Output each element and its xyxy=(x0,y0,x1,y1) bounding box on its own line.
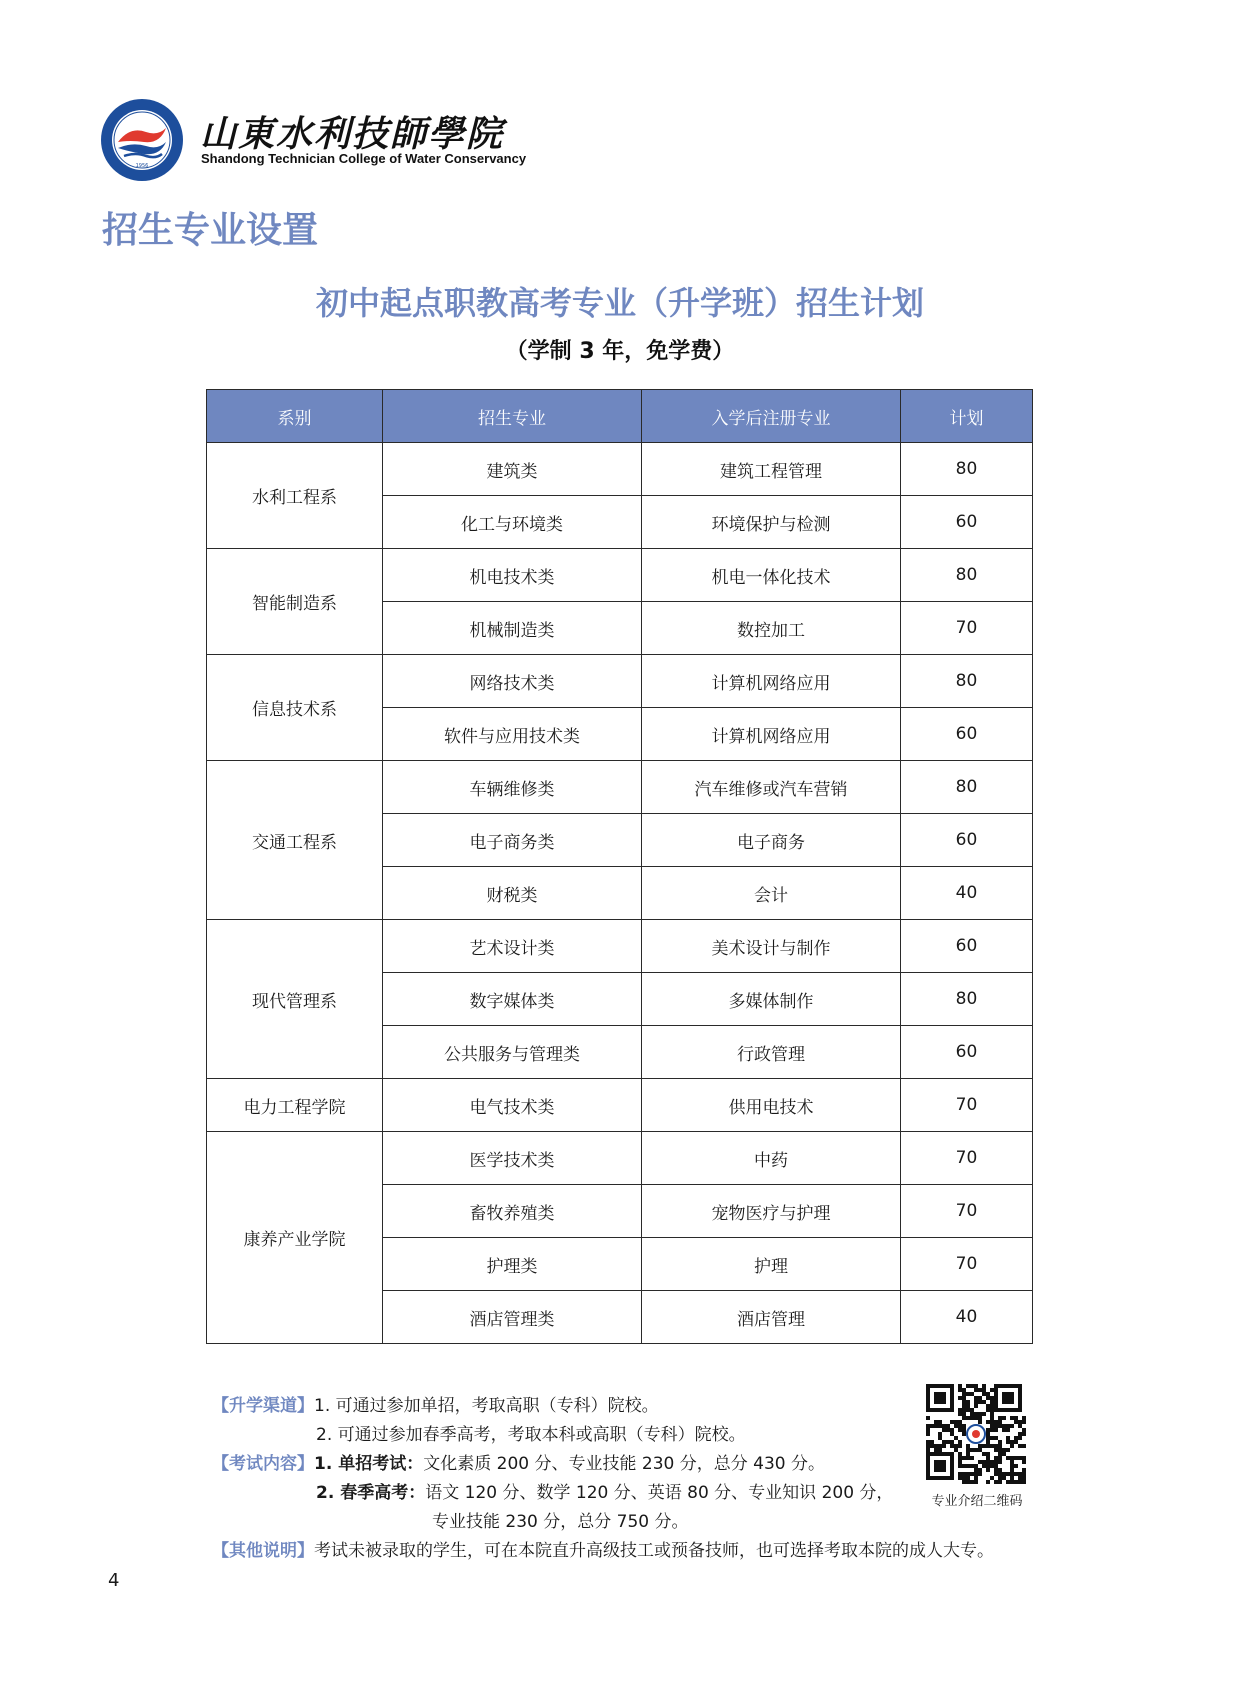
plan-cell: 80 xyxy=(901,549,1033,602)
note-text: 语文 120 分、数学 120 分、英语 80 分、专业知识 200 分， xyxy=(425,1483,894,1503)
table-row xyxy=(207,549,1033,602)
major-cell: 机电技术类 xyxy=(383,549,642,602)
department-cell: 信息技术系 xyxy=(207,655,383,761)
table-row xyxy=(207,1132,1033,1185)
table-body xyxy=(207,443,1033,1344)
note-text: 考试未被录取的学生，可在本院直升高级技工或预备技师，也可选择考取本院的成人大专。 xyxy=(314,1541,994,1561)
plan-cell: 80 xyxy=(901,655,1033,708)
college-name-en: Shandong Technician College of Water Conservancy xyxy=(201,151,527,166)
page-subtitle: （学制 3 年，免学费） xyxy=(505,339,735,364)
department-cell: 水利工程系 xyxy=(207,443,383,549)
registered-major-cell: 环境保护与检测 xyxy=(642,496,901,549)
major-cell: 网络技术类 xyxy=(383,655,642,708)
note-tag-channel: 【升学渠道】 xyxy=(212,1396,314,1416)
table-row xyxy=(207,761,1033,814)
registered-major-cell: 数控加工 xyxy=(642,602,901,655)
note-label: 1. 单招考试： xyxy=(314,1454,424,1474)
registered-major-cell: 酒店管理 xyxy=(642,1291,901,1344)
department-cell: 康养产业学院 xyxy=(207,1132,383,1344)
registered-major-cell: 电子商务 xyxy=(642,814,901,867)
registered-major-cell: 会计 xyxy=(642,867,901,920)
major-cell: 建筑类 xyxy=(383,443,642,496)
note-exam-2-cont xyxy=(212,1508,942,1537)
plan-cell: 40 xyxy=(901,867,1033,920)
note-channel-2 xyxy=(212,1421,942,1450)
department-cell: 现代管理系 xyxy=(207,920,383,1079)
registered-major-cell: 宠物医疗与护理 xyxy=(642,1185,901,1238)
plan-cell: 70 xyxy=(901,1132,1033,1185)
major-cell: 车辆维修类 xyxy=(383,761,642,814)
plan-cell: 60 xyxy=(901,496,1033,549)
major-cell: 财税类 xyxy=(383,867,642,920)
column-header-department: 系别 xyxy=(207,390,383,443)
note-tag-other: 【其他说明】 xyxy=(212,1541,314,1561)
plan-cell: 70 xyxy=(901,602,1033,655)
college-logo xyxy=(100,96,560,184)
major-cell: 酒店管理类 xyxy=(383,1291,642,1344)
major-cell: 机械制造类 xyxy=(383,602,642,655)
note-text: 文化素质 200 分、专业技能 230 分，总分 430 分。 xyxy=(423,1454,825,1474)
plan-cell: 60 xyxy=(901,1026,1033,1079)
registered-major-cell: 计算机网络应用 xyxy=(642,708,901,761)
plan-cell: 70 xyxy=(901,1185,1033,1238)
major-cell: 化工与环境类 xyxy=(383,496,642,549)
qr-caption: 专业介绍二维码 xyxy=(931,1494,1023,1509)
registered-major-cell: 供用电技术 xyxy=(642,1079,901,1132)
enrollment-plan-table xyxy=(206,389,1033,1344)
registered-major-cell: 护理 xyxy=(642,1238,901,1291)
note-text: 2. 可通过参加春季高考，考取本科或高职（专科）院校。 xyxy=(316,1425,746,1445)
table-row xyxy=(207,920,1033,973)
table-row xyxy=(207,1079,1033,1132)
department-cell: 电力工程学院 xyxy=(207,1079,383,1132)
note-exam-1 xyxy=(212,1450,942,1479)
plan-cell: 80 xyxy=(901,761,1033,814)
table-row xyxy=(207,655,1033,708)
note-text: 专业技能 230 分，总分 750 分。 xyxy=(432,1512,689,1532)
major-cell: 软件与应用技术类 xyxy=(383,708,642,761)
plan-cell: 60 xyxy=(901,920,1033,973)
note-tag-exam: 【考试内容】 xyxy=(212,1454,314,1474)
plan-cell: 60 xyxy=(901,708,1033,761)
note-channel-1 xyxy=(212,1392,942,1421)
page-title: 初中起点职教高考专业（升学班）招生计划 xyxy=(315,284,924,322)
registered-major-cell: 建筑工程管理 xyxy=(642,443,901,496)
note-exam-2 xyxy=(212,1479,942,1508)
registered-major-cell: 计算机网络应用 xyxy=(642,655,901,708)
registered-major-cell: 美术设计与制作 xyxy=(642,920,901,973)
seal-year: 1956 xyxy=(135,163,149,169)
table-row xyxy=(207,443,1033,496)
college-seal-icon xyxy=(100,98,184,182)
college-name-cn: 山東水利技師學院 xyxy=(200,113,505,155)
column-header-registered-major: 入学后注册专业 xyxy=(642,390,901,443)
registered-major-cell: 机电一体化技术 xyxy=(642,549,901,602)
major-cell: 电气技术类 xyxy=(383,1079,642,1132)
registered-major-cell: 多媒体制作 xyxy=(642,973,901,1026)
qr-code-icon[interactable] xyxy=(926,1384,1026,1484)
major-cell: 医学技术类 xyxy=(383,1132,642,1185)
registered-major-cell: 行政管理 xyxy=(642,1026,901,1079)
column-header-major: 招生专业 xyxy=(383,390,642,443)
registered-major-cell: 中药 xyxy=(642,1132,901,1185)
major-cell: 艺术设计类 xyxy=(383,920,642,973)
note-other xyxy=(212,1537,994,1566)
plan-cell: 80 xyxy=(901,973,1033,1026)
section-title: 招生专业设置 xyxy=(102,210,319,251)
registered-major-cell: 汽车维修或汽车营销 xyxy=(642,761,901,814)
plan-cell: 60 xyxy=(901,814,1033,867)
note-text: 1. 可通过参加单招，考取高职（专科）院校。 xyxy=(314,1396,659,1416)
table-header-row xyxy=(207,390,1033,443)
page-number: 4 xyxy=(108,1570,120,1591)
column-header-plan: 计划 xyxy=(901,390,1033,443)
major-cell: 公共服务与管理类 xyxy=(383,1026,642,1079)
plan-cell: 70 xyxy=(901,1238,1033,1291)
note-label: 2. 春季高考： xyxy=(316,1483,426,1503)
plan-cell: 40 xyxy=(901,1291,1033,1344)
plan-cell: 80 xyxy=(901,443,1033,496)
major-cell: 护理类 xyxy=(383,1238,642,1291)
plan-cell: 70 xyxy=(901,1079,1033,1132)
qr-block xyxy=(924,1384,1030,1509)
department-cell: 交通工程系 xyxy=(207,761,383,920)
major-cell: 数字媒体类 xyxy=(383,973,642,1026)
department-cell: 智能制造系 xyxy=(207,549,383,655)
major-cell: 电子商务类 xyxy=(383,814,642,867)
major-cell: 畜牧养殖类 xyxy=(383,1185,642,1238)
